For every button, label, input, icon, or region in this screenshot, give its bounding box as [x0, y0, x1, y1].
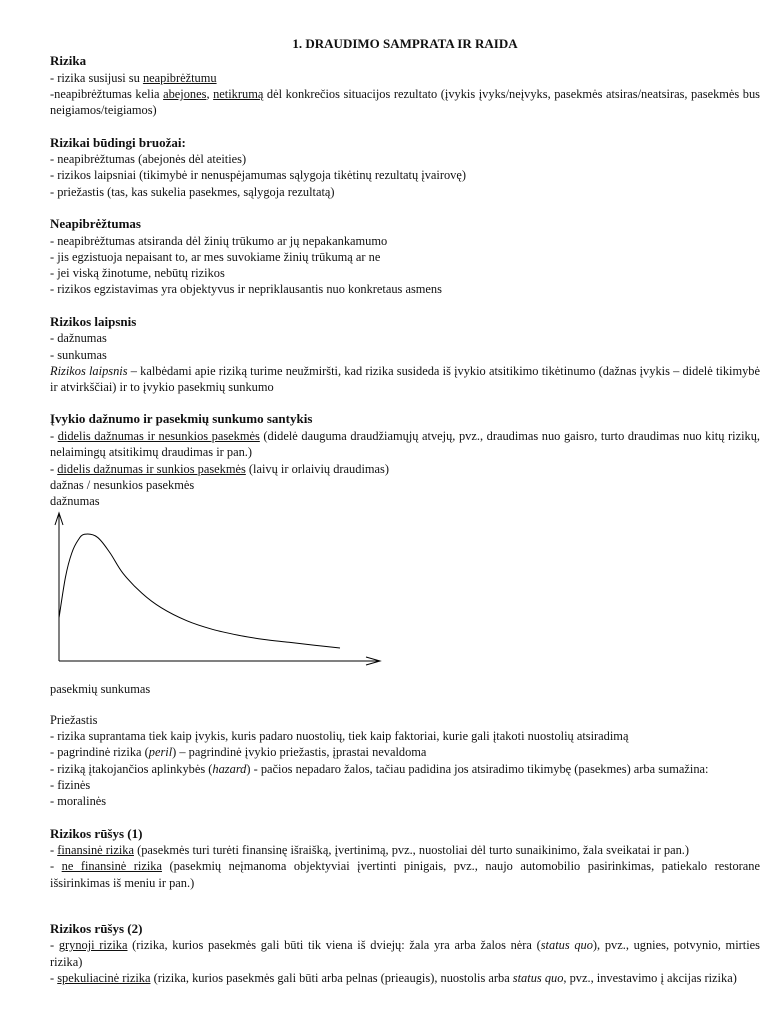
- laipsnis-line: - sunkumas: [50, 347, 107, 362]
- santykis-line-1: - didelis dažnumas ir nesunkios pasekmės (didelė dauguma draudžiamųjų atvejų, pvz., draudimas nuo gaisro, turto draudimas nuo kitų rizikų, nelaimingų atsitikimų draudimas ir pan.): [50, 428, 761, 460]
- santykis-line-2: - didelis dažnumas ir sunkios pasekmės (laivų ir orlaivių draudimas): [50, 461, 389, 476]
- heading-rusys-2: Rizikos rūšys (2): [50, 920, 143, 936]
- heading-santykis: Įvykio dažnumo ir pasekmių sunkumo santykis: [50, 411, 313, 427]
- page-title: 1. DRAUDIMO SAMPRATA IR RAIDA: [292, 36, 518, 51]
- frequency-curve: [59, 535, 340, 649]
- bruozai-line: - priežastis (tas, kas sukelia pasekmes, sąlygoja rezultatą): [50, 184, 335, 199]
- rusys-2-line-2: - spekuliacinė rizika (rizika, kurios pasekmės gali būti arba pelnas (prieaugis), nuostolis arba status quo, pvz., investavimo į akcijas rizika): [50, 971, 737, 985]
- neapibreztumas-line: - neapibrėžtumas atsiranda dėl žinių trūkumo ar jų nepakankamumo: [50, 233, 388, 248]
- priezastis-line-2: - pagrindinė rizika (peril) – pagrindinė įvykio priežastis, įprastai nevaldoma: [50, 745, 427, 760]
- bruozai-line: - rizikos laipsniai (tikimybė ir nenuspėjamumas sąlygoja tikėtinų rezultatų įvairovę): [50, 168, 467, 183]
- chart-x-label: pasekmių sunkumas: [50, 682, 151, 697]
- rusys-2-line-1: - grynoji rizika (rizika, kurios pasekmės gali būti tik viena iš dviejų: žala yra arba žalos nėra (status quo), pvz., ugnies, potvynio, mirties rizika): [50, 938, 760, 969]
- neapibreztumas-line: - jis egzistuoja nepaisant to, ar mes suvokiame žinių trūkumą ar ne: [50, 249, 381, 264]
- heading-rusys-1: Rizikos rūšys (1): [50, 825, 143, 841]
- frequency-severity-chart: [50, 509, 390, 681]
- rusys-1-line-2: - ne finansinė rizika (pasekmių neįmanoma objektyviai įvertinti pinigais, pvz., naujo automobilio pasirinkimas, patiekalo restorane išsirinkimas iš meniu ir pan.): [50, 859, 760, 890]
- priezastis-line-1: - rizika suprantama tiek kaip įvykis, kuris padaro nuostolių, tiek kaip faktoriai, kurie gali įtakoti nuostolių atsiradimą: [50, 729, 629, 744]
- heading-bruozai: Rizikai būdingi bruožai:: [50, 134, 186, 150]
- priezastis-line-5: - moralinės: [50, 794, 107, 809]
- rizika-line-2: -neapibrėžtumas kelia abejones, netikrumą dėl konkrečios situacijos rezultato (įvykis įvyks/neįvyks, pasekmės atsiras/neatsiras, pasekmės bus neigiamos/teigiamos): [50, 87, 760, 118]
- priezastis-line-4: - fizinės: [50, 777, 91, 792]
- document-page: [50, 36, 760, 986]
- neapibreztumas-line: - jei viską žinotume, nebūtų rizikos: [50, 266, 225, 281]
- laipsnis-definition: Rizikos laipsnis – kalbėdami apie riziką turime neužmiršti, kad rizika susideda iš įvykio atsitikimo tikėtinumo (dažnas įvykis – didelė tikimybė ir atvirkščiai) ir to įvykio pasekmių sunkumo: [50, 363, 760, 395]
- laipsnis-line: - dažnumas: [50, 331, 107, 346]
- heading-rizikos-laipsnis: Rizikos laipsnis: [50, 313, 137, 329]
- chart-svg: [50, 509, 390, 681]
- chart-caption: dažnas / nesunkios pasekmės: [50, 477, 195, 492]
- heading-rizika: Rizika: [50, 53, 87, 69]
- bruozai-line: - neapibrėžtumas (abejonės dėl ateities): [50, 152, 247, 167]
- chart-y-label: dažnumas: [50, 494, 100, 509]
- heading-neapibreztumas: Neapibrėžtumas: [50, 216, 141, 232]
- heading-priezastis: Priežastis: [50, 712, 98, 727]
- neapibreztumas-line: - rizikos egzistavimas yra objektyvus ir nepriklausantis nuo konkretaus asmens: [50, 282, 442, 297]
- rizika-line-1: - rizika susijusi su neapibrėžtumu: [50, 70, 217, 85]
- priezastis-line-3: - riziką įtakojančios aplinkybės (hazard) - pačios nepadaro žalos, tačiau padidina jos atsiradimo tikimybę (pasekmes) arba sumažina:: [50, 761, 709, 776]
- rusys-1-line-1: - finansinė rizika (pasekmės turi turėti finansinę išraišką, įvertinimą, pvz., nuostoliai dėl turto sunaikinimo, žala sveikatai ir pan.): [50, 843, 689, 858]
